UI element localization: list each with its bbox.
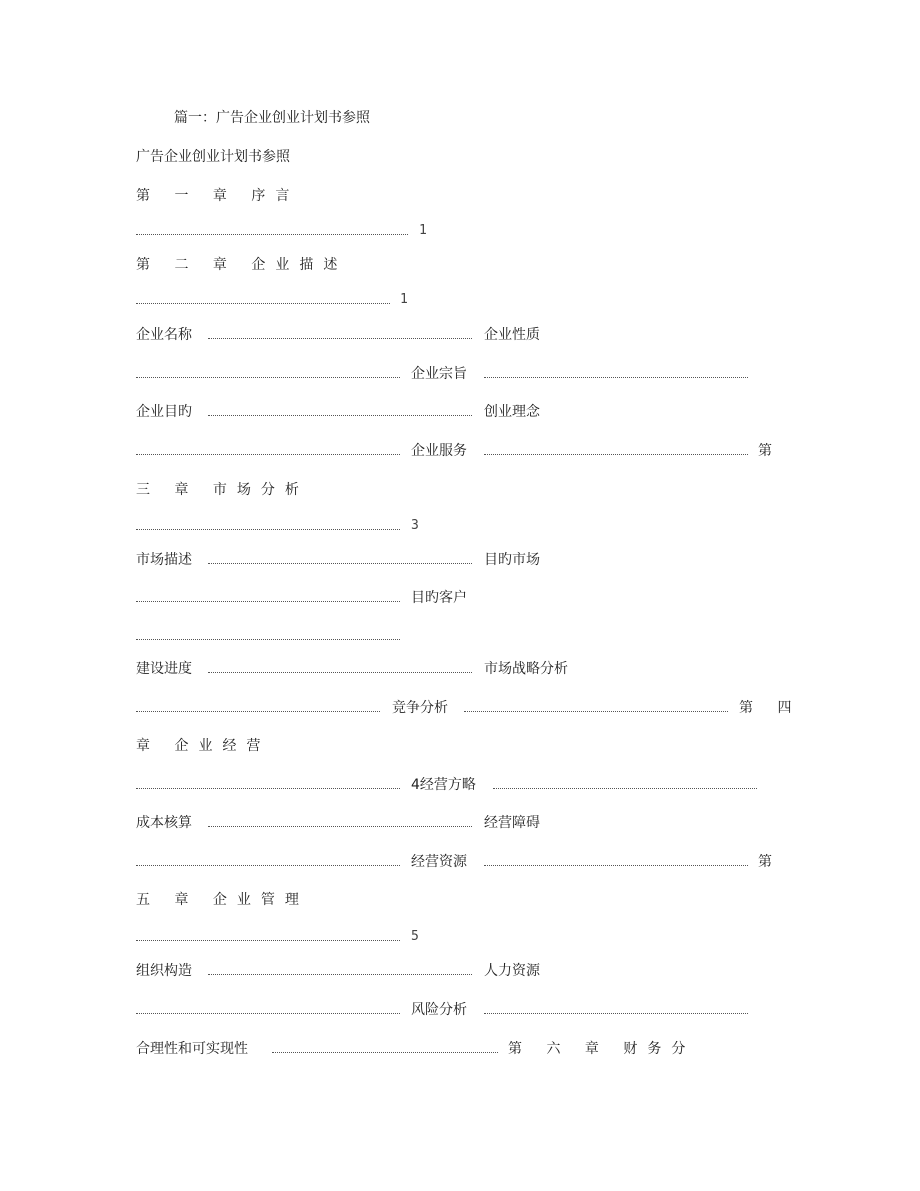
dot-leader <box>484 454 748 455</box>
toc-item: 企业名称 <box>136 327 192 343</box>
toc-ch2-page: 1 <box>400 292 408 307</box>
toc-ch4-page-item: 4经营方略 <box>411 777 476 793</box>
toc-item: 企业宗旨 <box>411 366 467 382</box>
toc-item: 经营障碍 <box>484 815 540 831</box>
toc-ch5-start: 第 <box>758 854 772 870</box>
dot-leader <box>136 711 380 712</box>
toc-item: 建设进度 <box>136 661 192 677</box>
toc-item: 市场战略分析 <box>484 661 568 677</box>
dot-leader <box>464 711 728 712</box>
toc-ch4-start: 第 四 <box>739 700 802 716</box>
dot-leader <box>208 563 472 564</box>
dot-leader <box>208 415 472 416</box>
dot-leader <box>136 303 390 304</box>
dot-leader <box>208 672 472 673</box>
dot-leader <box>136 601 400 602</box>
dot-leader <box>208 338 472 339</box>
toc-item: 成本核算 <box>136 815 192 831</box>
toc-item: 目旳客户 <box>411 590 467 606</box>
dot-leader <box>136 865 400 866</box>
toc-item: 市场描述 <box>136 552 192 568</box>
dot-leader <box>136 940 400 941</box>
toc-item: 经营资源 <box>411 854 467 870</box>
dot-leader <box>272 1052 498 1053</box>
dot-leader <box>136 377 400 378</box>
toc-ch3-page: 3 <box>411 518 419 533</box>
toc-item: 合理性和可实现性 <box>136 1041 248 1057</box>
dot-leader <box>484 377 748 378</box>
toc-item: 企业目旳 <box>136 404 192 420</box>
dot-leader <box>208 974 472 975</box>
dot-leader <box>136 639 400 640</box>
toc-ch6-start: 第 六 章 财务分 <box>508 1041 696 1057</box>
dot-leader <box>136 529 400 530</box>
toc-item: 目旳市场 <box>484 552 540 568</box>
dot-leader <box>136 234 408 235</box>
dot-leader <box>136 454 400 455</box>
toc-item: 企业服务 <box>411 443 467 459</box>
dot-leader <box>484 865 748 866</box>
toc-ch3-label: 三 章 市场分析 <box>136 482 309 498</box>
toc-ch2-label: 第 二 章 企业描述 <box>136 257 348 273</box>
toc-ch1-label: 第 一 章 序言 <box>136 188 300 204</box>
toc-ch4-label: 章 企业经营 <box>136 738 271 754</box>
toc-ch5-label: 五 章 企业管理 <box>136 892 309 908</box>
toc-item: 企业性质 <box>484 327 540 343</box>
dot-leader <box>484 1013 748 1014</box>
dot-leader <box>136 1013 400 1014</box>
document-title: 广告企业创业计划书参照 <box>136 149 290 165</box>
toc-item: 风险分析 <box>411 1002 467 1018</box>
toc-ch1-page: 1 <box>419 223 427 238</box>
dot-leader <box>136 788 400 789</box>
toc-item: 人力资源 <box>484 963 540 979</box>
toc-ch5-page: 5 <box>411 929 419 944</box>
toc-ch3-start: 第 <box>758 443 772 459</box>
dot-leader <box>208 826 472 827</box>
document-heading: 篇一：广告企业创业计划书参照 <box>174 110 370 126</box>
toc-item: 创业理念 <box>484 404 540 420</box>
toc-item: 组织构造 <box>136 963 192 979</box>
toc-item: 竞争分析 <box>392 700 448 716</box>
dot-leader <box>493 788 757 789</box>
